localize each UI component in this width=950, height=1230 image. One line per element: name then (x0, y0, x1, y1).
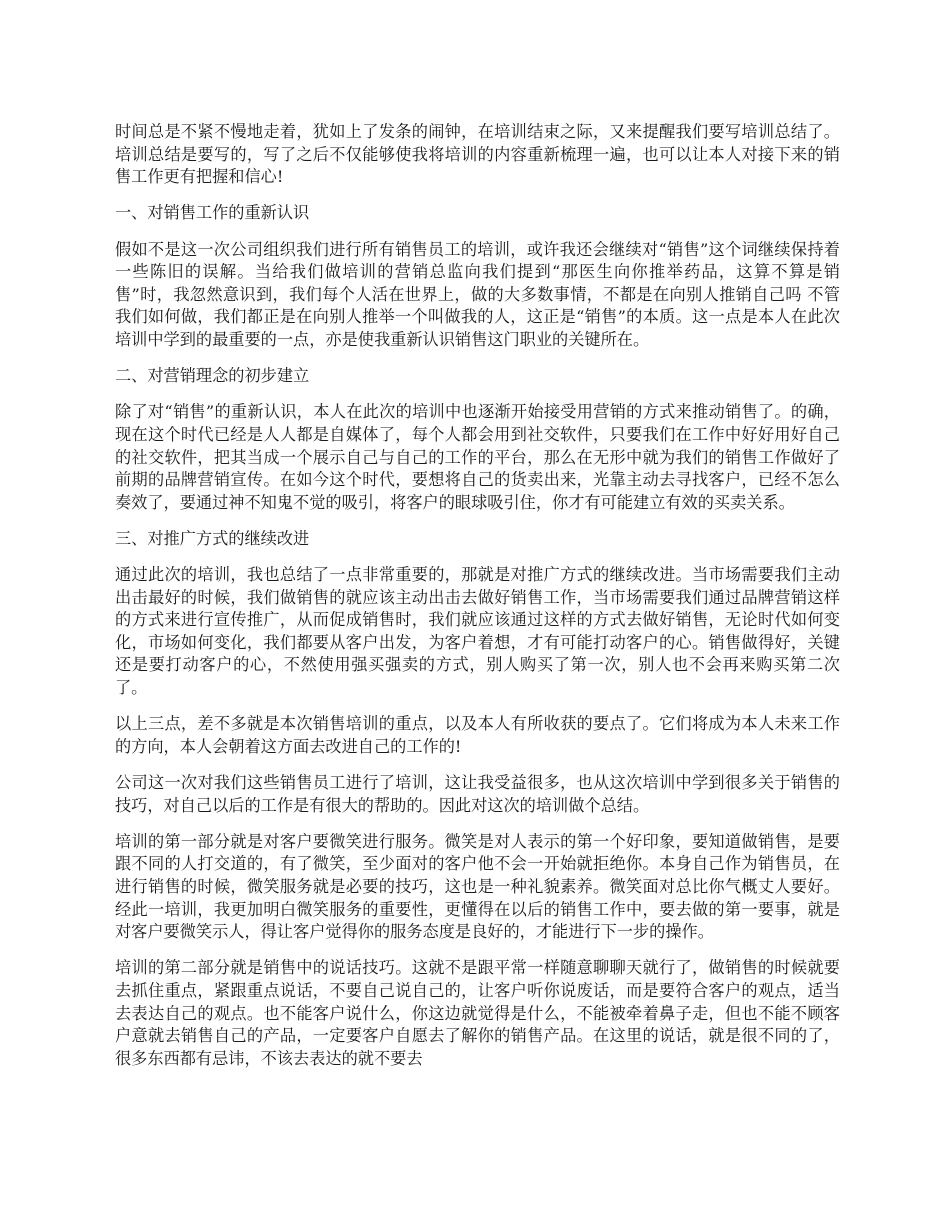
company-training-paragraph: 公司这一次对我们这些销售员工进行了培训，这让我受益很多，也从这次培训中学到很多关于销售的技巧，对自己以后的工作是有很大的帮助的。因此对这次的培训做个总结。 (115, 773, 840, 815)
summary-paragraph: 以上三点，差不多就是本次销售培训的重点，以及本人有所收获的要点了。它们将成为本人未来工作的方向，本人会朝着这方面去改进自己的工作的! (115, 714, 840, 756)
training-part-1-paragraph: 培训的第一部分就是对客户要微笑进行服务。微笑是对人表示的第一个好印象，要知道做销售，是要跟不同的人打交道的，有了微笑，至少面对的客户他不会一开始就拒绝你。本身自己作为销售员，在进行销售的时候，微笑服务就是必要的技巧，这也是一种礼貌素养。微笑面对总比你气概丈人要好。经此一培训，我更加明白微笑服务的重要性，更懂得在以后的销售工作中，要去做的第一要事，就是对客户要微笑示人，得让客户觉得你的服务态度是良好的，才能进行下一步的操作。 (115, 831, 840, 942)
section-3-paragraph: 通过此次的培训，我也总结了一点非常重要的，那就是对推广方式的继续改进。当市场需要我们主动出击最好的时候，我们做销售的就应该主动出击去做好销售工作，当市场需要我们通过品牌营销这样的方式来进行宣传推广，从而促成销售时，我们就应该通过这样的方式去做好销售，无论时代如何变化，市场如何变化，我们都要从客户出发，为客户着想，才有可能打动客户的心。销售做得好，关键还是要打动客户的心，不然使用强买强卖的方式，别人购买了第一次，别人也不会再来购买第二次了。 (115, 565, 840, 698)
section-heading-1: 一、对销售工作的重新认识 (115, 203, 310, 223)
section-2-paragraph: 除了对“销售”的重新认识，本人在此次的培训中也逐渐开始接受用营销的方式来推动销售了。的确，现在这个时代已经是人人都是自媒体了，每个人都会用到社交软件，只要我们在工作中好好用好自己的社交软件，把其当成一个展示自己与自己的工作的平台，那么在无形中就为我们的销售工作做好了前期的品牌营销宣传。在如今这个时代，要想将自己的货卖出来，光靠主动去寻找客户，已经不怎么奏效了，要通过神不知鬼不觉的吸引，将客户的眼球吸引住，你才有可能建立有效的买卖关系。 (115, 402, 840, 512)
intro-paragraph: 时间总是不紧不慢地走着，犹如上了发条的闹钟，在培训结束之际，又来提醒我们要写培训总结了。培训总结是要写的，写了之后不仅能够使我将培训的内容重新梳理一遍，也可以让本人对接下来的销售工作更有把握和信心! (115, 122, 840, 187)
section-1-paragraph: 假如不是这一次公司组织我们进行所有销售员工的培训，或许我还会继续对“销售”这个词继续保持着一些陈旧的误解。当给我们做培训的营销总监向我们提到“那医生向你推举药品，这算不算是销售”时，我忽然意识到，我们每个人活在世界上，做的大多数事情，不都是在向别人推销自己吗 不管我们如何做，我们都正是在向别人推举一个叫做我的人，这正是“销售”的本质。这一点是本人在此次培训中学到的最重要的一点，亦是使我重新认识销售这门职业的关键所在。 (115, 239, 840, 349)
section-heading-3: 三、对推广方式的继续改进 (115, 528, 310, 548)
section-heading-2: 二、对营销理念的初步建立 (115, 366, 310, 386)
document-page (115, 121, 840, 1084)
training-part-2-paragraph: 培训的第二部分就是销售中的说话技巧。这就不是跟平常一样随意聊聊天就行了，做销售的时候就要去抓住重点，紧跟重点说话，不要自己说自己的，让客户听你说废话，而是要符合客户的观点，适当去表达自己的观点。也不能客户说什么，你这边就觉得是什么，不能被牵着鼻子走，但也不能不顾客户意就去销售自己的产品，一定要客户自愿去了解你的销售产品。在这里的说话，就是很不同的了，很多东西都有忌讳，不该去表达的就不要去 (115, 958, 840, 1068)
